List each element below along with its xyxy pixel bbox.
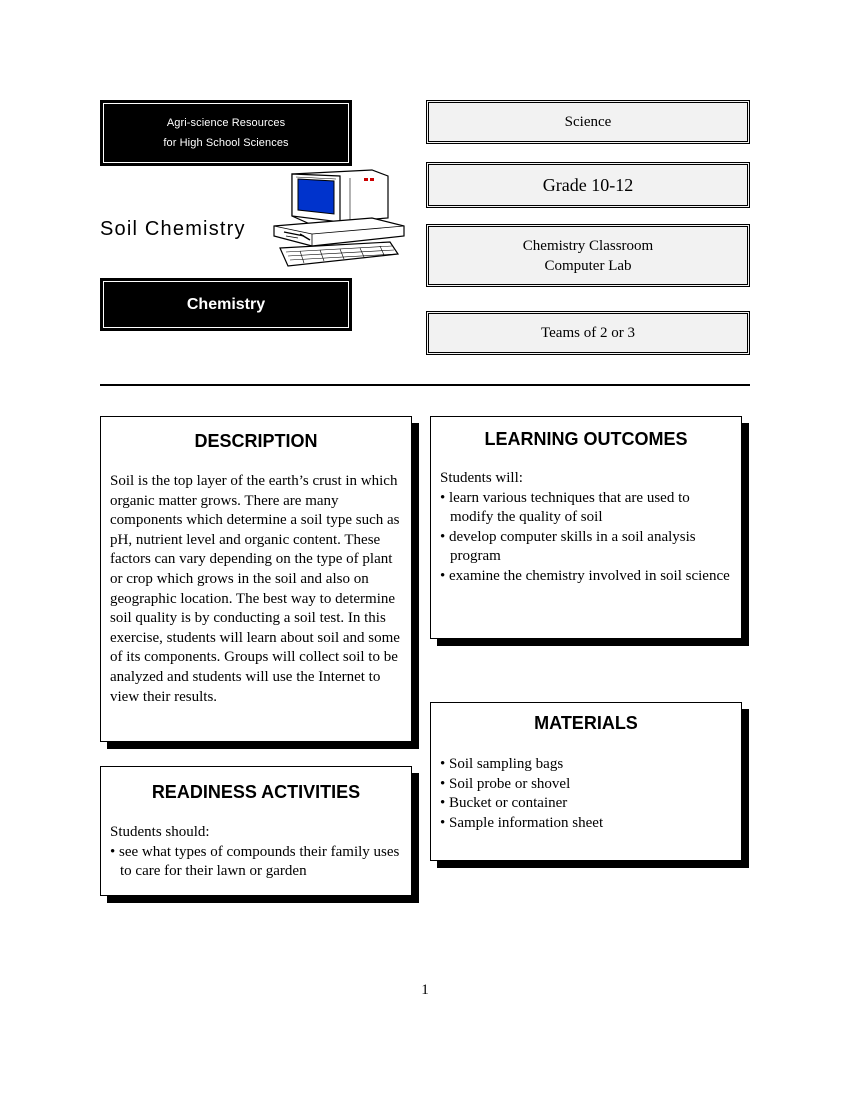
grade-box [426,162,750,208]
grade-label: Grade 10-12 [542,174,634,195]
list-item: • Sample information sheet [440,814,604,831]
list-item: • learn various techniques that are used to modify the quality of soil [440,489,690,526]
location-line-1: Chemistry Classroom [522,237,654,254]
description-text: Soil is the top layer of the earth’s crust in which organic matter grows. There are many components which determine a soil type such as pH, nutrient level and organic content. These factors can vary depending on the type of plant or crop which grows in the soil and also on geographic location. The best way to determine soil quality is by conducting a soil test. In this exercise, students will learn about soil and some of its components. Groups will collect soil to be analyzed and students will use the Internet to view their results. [110,473,400,705]
header-divider [100,384,750,386]
readiness-card [100,766,412,896]
materials-list [440,755,732,833]
page-title: Soil Chemistry [100,218,246,240]
subject-box [426,100,750,144]
list-item: • see what types of compounds their family uses to care for their lawn or garden [110,843,400,880]
materials-heading: MATERIALS [534,713,638,733]
banner-line-2: for High School Sciences [163,137,289,149]
description-heading: DESCRIPTION [194,431,318,451]
readiness-heading: READINESS ACTIVITIES [151,782,361,802]
list-item: • Bucket or container [440,795,568,812]
group-size-label: Teams of 2 or 3 [541,324,635,341]
location-box [426,224,750,287]
list-item: • Soil probe or shovel [440,775,571,792]
learning-outcomes-intro: Students will: [440,470,523,486]
list-item: • develop computer skills in a soil analysis program [440,528,696,565]
readiness-intro: Students should: [110,824,210,840]
location-line-2: Computer Lab [544,257,632,274]
learning-outcomes-list [440,489,732,587]
computer-icon [270,166,410,274]
group-size-box [426,311,750,355]
materials-card [430,702,742,861]
agri-science-banner [100,100,352,166]
subject-tag: Chemistry [100,278,352,331]
learning-outcomes-heading: LEARNING OUTCOMES [484,429,688,449]
list-item: • Soil sampling bags [440,756,564,772]
page-number: 1 [421,982,429,998]
list-item: • examine the chemistry involved in soil science [440,567,730,584]
banner-line-1: Agri-science Resources [166,117,286,129]
readiness-list [110,843,402,882]
subject-label: Science [564,113,612,130]
learning-outcomes-card [430,416,742,639]
description-card [100,416,412,742]
